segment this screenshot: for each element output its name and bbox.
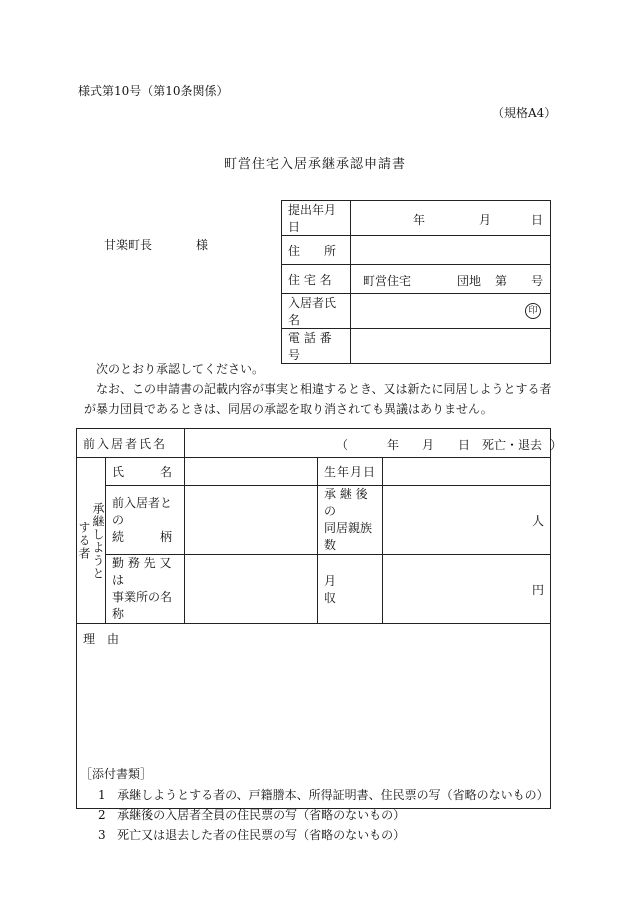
family-label-line-2: 同居親族数 xyxy=(324,521,373,552)
date-day: 日 xyxy=(531,213,544,227)
attachment-item xyxy=(98,786,549,803)
family-unit: 人 xyxy=(531,513,544,528)
attachment-no: 3 xyxy=(98,828,106,842)
prev-status: 死亡・退去 xyxy=(482,438,543,452)
attachment-text: 承継しようとする者の、戸籍謄本、所得証明書、住民票の写（省略のないもの） xyxy=(117,788,549,802)
main-table xyxy=(76,428,563,809)
name-label: 氏 名 xyxy=(106,458,185,486)
house-field[interactable] xyxy=(351,265,551,294)
date-field[interactable] xyxy=(351,201,551,236)
body-line-3: が暴力団員であるときは、同居の承認を取り消されても異議はありません。 xyxy=(84,402,493,416)
work-field[interactable] xyxy=(185,555,318,624)
attachment-item xyxy=(98,806,405,823)
seal-mark: 印 xyxy=(525,303,541,319)
work-label-line-1: 勤 務 先 又 は xyxy=(112,556,172,587)
prev-resident-field[interactable] xyxy=(185,429,563,458)
birth-label: 生年月日 xyxy=(318,458,383,486)
attachment-no: 2 xyxy=(98,808,106,822)
house-value: 町営住宅 xyxy=(363,274,412,288)
address-field[interactable] xyxy=(351,236,551,265)
work-label xyxy=(106,555,185,624)
paper-size: （規格A4） xyxy=(492,106,557,120)
income-unit: 円 xyxy=(531,582,544,597)
relation-field[interactable] xyxy=(185,486,318,555)
reason-label: 理 由 xyxy=(83,632,120,646)
address-label: 住 所 xyxy=(282,236,351,265)
name-field[interactable] xyxy=(185,458,318,486)
resident-label: 入居者氏名 xyxy=(282,294,351,329)
family-field[interactable] xyxy=(383,486,551,555)
body-line-1: 次のとおり承認してください。 xyxy=(96,362,265,376)
relation-label-line-2: 続 柄 xyxy=(112,529,173,544)
successor-label: 承継しようとする者 xyxy=(77,501,105,580)
house-dai: 第 xyxy=(495,274,508,288)
family-label xyxy=(318,486,383,555)
prev-day: 日 xyxy=(458,438,471,452)
date-month: 月 xyxy=(479,213,492,227)
birth-field[interactable] xyxy=(383,458,551,486)
date-year: 年 xyxy=(413,213,426,227)
prev-resident-label: 前入居者氏名 xyxy=(77,429,185,458)
family-label-line-1: 承 継 後 の xyxy=(324,487,368,518)
relation-label xyxy=(106,486,185,555)
attachment-text: 死亡又は退去した者の住民票の写（省略のないもの） xyxy=(117,828,406,842)
income-label: 月 収 xyxy=(318,555,383,624)
attachments-heading: ［添付書類］ xyxy=(80,767,153,781)
form-number: 様式第10号（第10条関係） xyxy=(78,84,229,98)
phone-label: 電 話 番 号 xyxy=(282,329,351,364)
work-label-line-2: 事業所の名称 xyxy=(112,590,173,621)
house-go: 号 xyxy=(531,274,544,288)
prev-year: 年 xyxy=(387,438,400,452)
successor-label-cell xyxy=(77,458,106,624)
attachment-item xyxy=(98,826,405,843)
house-label: 住 宅 名 xyxy=(282,265,351,294)
addressee-honorific: 様 xyxy=(196,238,209,252)
applicant-table xyxy=(281,200,551,364)
attachment-text: 承継後の入居者全員の住民票の写（省略のないもの） xyxy=(117,808,406,822)
body-line-2: なお、この申請書の記載内容が事実と相違するとき、又は新たに同居しようとする者 xyxy=(96,382,552,396)
phone-field[interactable] xyxy=(351,329,551,364)
prev-month: 月 xyxy=(422,438,435,452)
relation-label-line-1: 前入居者との xyxy=(112,495,173,527)
page-title: 町営住宅入居承継承認申請書 xyxy=(224,157,407,172)
income-field[interactable] xyxy=(383,555,551,624)
attachment-no: 1 xyxy=(98,788,106,802)
prev-paren-open: （ xyxy=(336,438,349,452)
resident-field[interactable] xyxy=(351,294,551,329)
house-danchi: 団地 xyxy=(457,274,482,288)
addressee-name: 甘楽町長 xyxy=(104,238,153,252)
date-label: 提出年月日 xyxy=(282,201,351,236)
prev-paren-close: ） xyxy=(550,438,563,452)
